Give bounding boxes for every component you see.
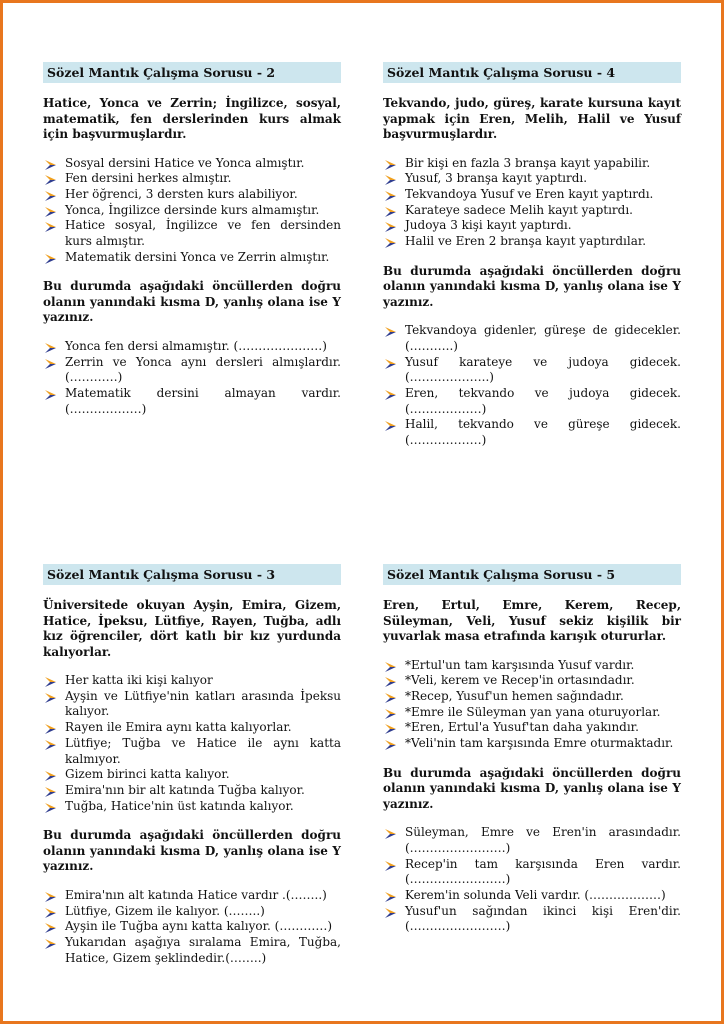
statement-item: Zerrin ve Yonca aynı dersleri almışlardır. (…………) — [43, 355, 341, 386]
fact-item: Sosyal dersini Hatice ve Yonca almıştır. — [43, 156, 341, 172]
bullet-icon — [45, 739, 56, 749]
statement-item: Emira'nın alt katında Hatice vardır .(……..) — [43, 888, 341, 904]
statement-list — [383, 323, 681, 449]
quiz-question: Bu durumda aşağıdaki öncüllerden doğru olanın yanındaki kısma D, yanlış olana ise Y yazınız. — [43, 279, 341, 325]
bullet-icon — [45, 938, 56, 948]
statement-item: Kerem'in solunda Veli vardır. (………………) — [383, 888, 681, 904]
statement-item: Eren, tekvando ve judoya gidecek. (………………) — [383, 386, 681, 417]
statement-list — [383, 825, 681, 935]
statement-item: Yusuf karateye ve judoya gidecek. (………………..) — [383, 355, 681, 386]
bullet-icon — [385, 723, 396, 733]
bullet-icon — [385, 739, 396, 749]
quiz-title: Sözel Mantık Çalışma Sorusu - 3 — [43, 564, 341, 585]
bullet-icon — [385, 190, 396, 200]
bullet-icon — [45, 206, 56, 216]
fact-item: Lütfiye; Tuğba ve Hatice ile aynı katta kalmıyor. — [43, 736, 341, 767]
bullet-icon — [385, 891, 396, 901]
bullet-icon — [385, 237, 396, 247]
fact-item: *Veli, kerem ve Recep'in ortasındadır. — [383, 673, 681, 689]
fact-list — [43, 156, 341, 266]
statement-item: Matematik dersini almayan vardır. (………………) — [43, 386, 341, 417]
quiz-intro: Eren, Ertul, Emre, Kerem, Recep, Süleyman, Veli, Yusuf sekiz kişilik bir yuvarlak masa etrafında karışık otururlar. — [383, 598, 681, 643]
bullet-icon — [45, 922, 56, 932]
fact-item: *Eren, Ertul'a Yusuf'tan daha yakındır. — [383, 720, 681, 736]
quiz-intro: Tekvando, judo, güreş, karate kursuna kayıt yapmak için Eren, Melih, Halil ve Yusuf başvurmuşlardır. — [383, 96, 681, 141]
quiz-title: Sözel Mantık Çalışma Sorusu - 4 — [383, 62, 681, 83]
bullet-icon — [385, 708, 396, 718]
quiz-title: Sözel Mantık Çalışma Sorusu - 5 — [383, 564, 681, 585]
statement-item: Ayşin ile Tuğba aynı katta kalıyor. (…………) — [43, 919, 341, 935]
quiz-5 — [383, 564, 681, 935]
fact-item: Tuğba, Hatice'nin üst katında kalıyor. — [43, 799, 341, 815]
bullet-icon — [45, 891, 56, 901]
bullet-icon — [385, 860, 396, 870]
fact-item: Emira'nın bir alt katında Tuğba kalıyor. — [43, 783, 341, 799]
bullet-icon — [385, 174, 396, 184]
statement-item: Recep'in tam karşısında Eren vardır. (……………………) — [383, 857, 681, 888]
fact-item: Yusuf, 3 branşa kayıt yaptırdı. — [383, 171, 681, 187]
bullet-icon — [45, 159, 56, 169]
fact-list — [43, 673, 341, 814]
statement-list — [43, 888, 341, 967]
bullet-icon — [385, 389, 396, 399]
bullet-icon — [45, 174, 56, 184]
statement-list — [43, 339, 341, 418]
bullet-icon — [385, 828, 396, 838]
fact-item: Ayşin ve Lütfiye'nin katları arasında İpeksu kalıyor. — [43, 689, 341, 720]
quiz-title: Sözel Mantık Çalışma Sorusu - 2 — [43, 62, 341, 83]
quiz-2 — [43, 62, 341, 417]
fact-item: Hatice sosyal, İngilizce ve fen dersinden kurs almıştır. — [43, 218, 341, 249]
fact-item: *Recep, Yusuf'un hemen sağındadır. — [383, 689, 681, 705]
fact-list — [383, 658, 681, 752]
bullet-icon — [45, 907, 56, 917]
statement-item: Tekvandoya gidenler, güreşe de gidecekler. (………..) — [383, 323, 681, 354]
bullet-icon — [45, 342, 56, 352]
fact-list — [383, 156, 681, 250]
bullet-icon — [45, 253, 56, 263]
statement-item: Yonca fen dersi almamıştır. (…………………) — [43, 339, 341, 355]
bullet-icon — [45, 676, 56, 686]
fact-item: Her katta iki kişi kalıyor — [43, 673, 341, 689]
fact-item: *Emre ile Süleyman yan yana oturuyorlar. — [383, 705, 681, 721]
statement-item: Yusuf'un sağından ikinci kişi Eren'dir. (……………………) — [383, 904, 681, 935]
fact-item: Rayen ile Emira aynı katta kalıyorlar. — [43, 720, 341, 736]
fact-item: Halil ve Eren 2 branşa kayıt yaptırdılar. — [383, 234, 681, 250]
bullet-icon — [45, 723, 56, 733]
bullet-icon — [385, 159, 396, 169]
fact-item: Gizem birinci katta kalıyor. — [43, 767, 341, 783]
bullet-icon — [385, 358, 396, 368]
statement-item: Süleyman, Emre ve Eren'in arasındadır.(……………………) — [383, 825, 681, 856]
bullet-icon — [45, 770, 56, 780]
bullet-icon — [45, 389, 56, 399]
bullet-icon — [45, 221, 56, 231]
bullet-icon — [385, 676, 396, 686]
quiz-intro: Hatice, Yonca ve Zerrin; İngilizce, sosyal, matematik, fen derslerinden kurs almak için başvurmuşlardır. — [43, 96, 341, 141]
statement-item: Halil, tekvando ve güreşe gidecek. (………………) — [383, 417, 681, 448]
bullet-icon — [385, 221, 396, 231]
quiz-3 — [43, 564, 341, 966]
quiz-question: Bu durumda aşağıdaki öncüllerden doğru olanın yanındaki kısma D, yanlış olana ise Y yazınız. — [43, 828, 341, 874]
quiz-question: Bu durumda aşağıdaki öncüllerden doğru olanın yanındaki kısma D, yanlış olana ise Y yazınız. — [383, 263, 681, 309]
fact-item: Yonca, İngilizce dersinde kurs almamıştır. — [43, 203, 341, 219]
bullet-icon — [385, 661, 396, 671]
statement-item: Lütfiye, Gizem ile kalıyor. (……..) — [43, 904, 341, 920]
bullet-icon — [45, 786, 56, 796]
bullet-icon — [45, 358, 56, 368]
fact-item: Fen dersini herkes almıştır. — [43, 171, 341, 187]
statement-item: Yukarıdan aşağıya sıralama Emira, Tuğba, Hatice, Gizem şeklindedir.(……..) — [43, 935, 341, 966]
fact-item: *Veli'nin tam karşısında Emre oturmaktadır. — [383, 736, 681, 752]
quiz-question: Bu durumda aşağıdaki öncüllerden doğru olanın yanındaki kısma D, yanlış olana ise Y yazınız. — [383, 765, 681, 811]
bullet-icon — [45, 190, 56, 200]
fact-item: Bir kişi en fazla 3 branşa kayıt yapabilir. — [383, 156, 681, 172]
quiz-intro: Üniversitede okuyan Ayşin, Emira, Gizem, Hatice, İpeksu, Lütfiye, Rayen, Tuğba, adlı kız öğrenciler, dört katlı bir kız yurdunda kalıyorlar. — [43, 598, 341, 659]
bullet-icon — [385, 206, 396, 216]
quiz-4 — [383, 62, 681, 449]
bullet-icon — [45, 692, 56, 702]
fact-item: Matematik dersini Yonca ve Zerrin almıştır. — [43, 250, 341, 266]
bullet-icon — [385, 907, 396, 917]
bullet-icon — [385, 420, 396, 430]
bullet-icon — [385, 692, 396, 702]
bullet-icon — [385, 326, 396, 336]
fact-item: Her öğrenci, 3 dersten kurs alabiliyor. — [43, 187, 341, 203]
fact-item: Tekvandoya Yusuf ve Eren kayıt yaptırdı. — [383, 187, 681, 203]
fact-item: Judoya 3 kişi kayıt yaptırdı. — [383, 218, 681, 234]
bullet-icon — [45, 802, 56, 812]
fact-item: *Ertul'un tam karşısında Yusuf vardır. — [383, 658, 681, 674]
fact-item: Karateye sadece Melih kayıt yaptırdı. — [383, 203, 681, 219]
